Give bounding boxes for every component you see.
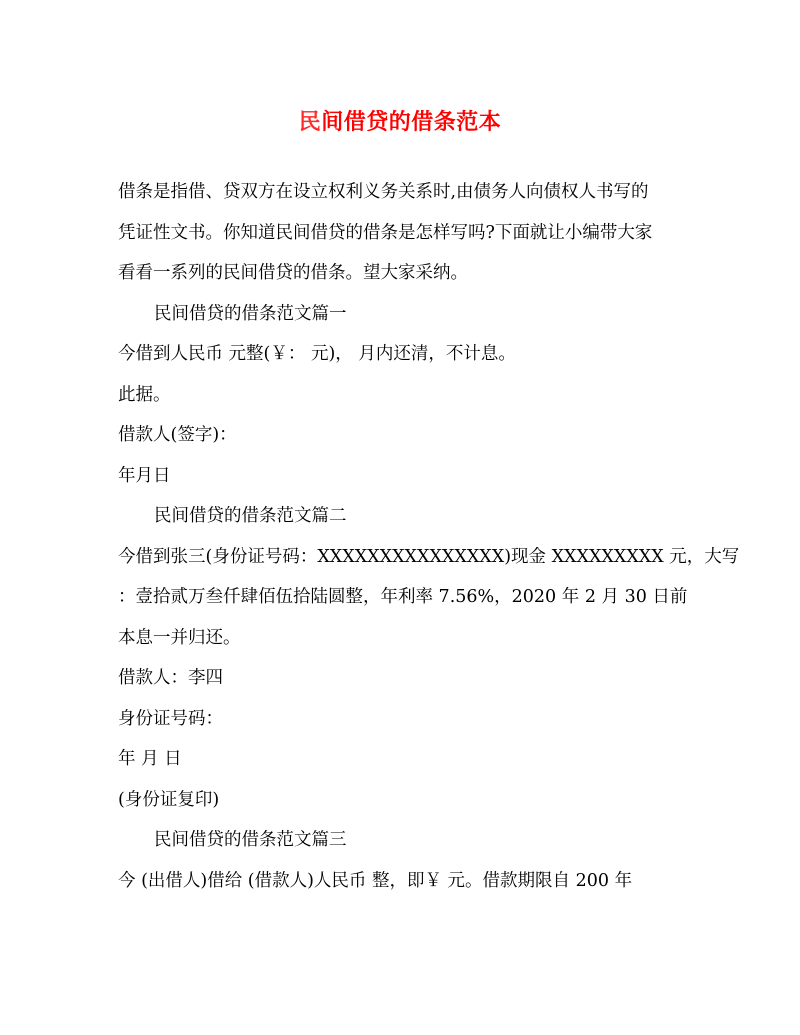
sample2-line-3: 本息一并归还。 xyxy=(118,627,241,648)
section-heading-2: 民间借贷的借条范文篇二 xyxy=(154,506,347,526)
sample1-line-4: 年月日 xyxy=(118,465,171,486)
sample1-line-1: 今借到人民币 元整(￥： 元)， 月内还清，不计息。 xyxy=(118,344,516,364)
sample2-line-5: 身份证号码： xyxy=(118,708,223,729)
sample2-line-4: 借款人：李四 xyxy=(118,668,223,688)
sample2-line-2: ：壹拾贰万叁仟肆佰伍拾陆圆整，年利率 7.56%，2020 年 2 月 30 日前 xyxy=(118,587,688,607)
title-first-char: 民 xyxy=(298,109,322,135)
intro-line-1: 借条是指借、贷双方在设立权利义务关系时,由债务人向债权人书写的 xyxy=(118,182,649,202)
document-body xyxy=(118,172,740,901)
document-title xyxy=(0,104,800,140)
sample2-line-7: (身份证复印) xyxy=(118,789,220,810)
sample3-line-1: 今 (出借人)借给 (借款人)人民币 整，即￥ 元。借款期限自 200 年 xyxy=(118,870,633,891)
intro-line-2: 凭证性文书。你知道民间借贷的借条是怎样写吗?下面就让小编带大家 xyxy=(118,222,653,243)
title-rest: 间借贷的借条范本 xyxy=(321,109,502,135)
section-heading-1: 民间借贷的借条范文篇一 xyxy=(154,303,347,324)
intro-line-3: 看看一系列的民间借贷的借条。望大家采纳。 xyxy=(118,263,468,283)
sample1-line-3: 借款人(签字)： xyxy=(118,425,237,445)
sample2-line-1: 今借到张三(身份证号码：XXXXXXXXXXXXXXX)现金 XXXXXXXXX 元，大写 xyxy=(118,546,740,567)
sample2-line-6: 年 月 日 xyxy=(118,749,182,769)
sample1-line-2: 此据。 xyxy=(118,384,171,405)
section-heading-3: 民间借贷的借条范文篇三 xyxy=(154,830,347,850)
